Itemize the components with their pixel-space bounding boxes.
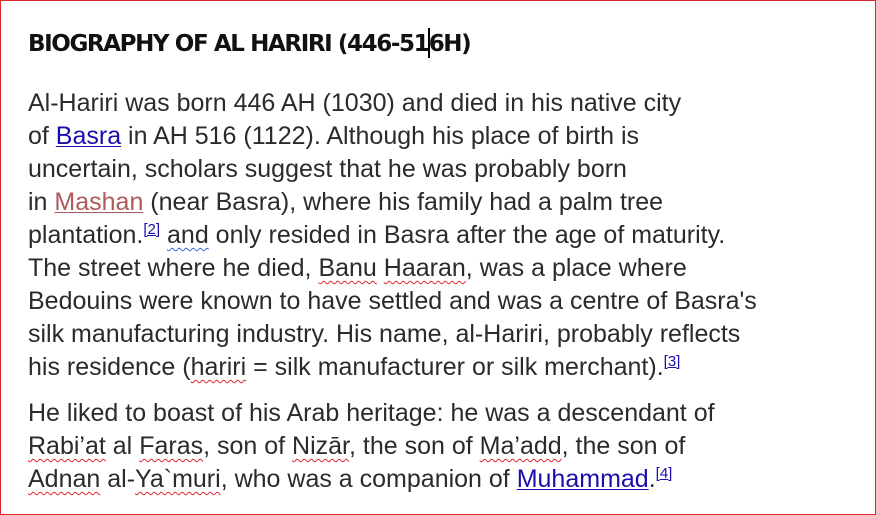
text-line [28,219,757,252]
spelling-flag-adnan[interactable]: Adnan [28,465,101,493]
grammar-flag-and[interactable]: and [167,221,209,249]
title-text-end: 6H) [428,31,471,57]
text-line [28,397,715,430]
spelling-flag-hariri[interactable]: hariri [190,353,247,381]
spelling-flag-haaran[interactable]: Haaran [383,254,466,282]
footnote-ref-3[interactable]: [3] [663,353,681,370]
link-mashan[interactable]: Mashan [54,188,144,216]
text-run: , who was a companion of [220,465,517,493]
link-basra[interactable]: Basra [55,122,122,150]
text-run: . [648,465,656,493]
text-line [28,186,757,219]
spelling-flag-rabiat[interactable]: Rabi’at [28,432,106,460]
footnote-ref-4[interactable]: [4] [655,465,673,482]
text-line [28,318,757,351]
text-run: uncertain, scholars suggest that he was probably born [28,155,627,183]
text-run: , son of [203,432,293,460]
text-run: The street where he died, [28,254,319,282]
text-run [377,254,384,282]
paragraph-heritage[interactable] [28,397,715,496]
footnote-ref-2[interactable]: [2] [143,221,161,238]
text-line [28,120,757,153]
text-run: only resided in Basra after the age of maturity. [208,221,726,249]
text-run: = silk manufacturer or silk merchant). [246,353,664,381]
text-run: silk manufacturing industry. His name, al-Hariri, probably reflects [28,320,741,348]
text-run: in AH 516 (1122). Although his place of birth is [121,122,640,150]
spelling-flag-yamuri[interactable]: Ya`muri [135,465,221,493]
text-run: (near Basra), where his family had a palm tree [143,188,664,216]
text-run: in [28,188,55,216]
page-title[interactable] [28,28,470,60]
text-line [28,430,715,463]
paragraph-birth[interactable] [28,87,757,384]
text-line [28,285,757,318]
text-run: Bedouins were known to have settled and was a centre of Basra's [28,287,757,315]
text-run: of [28,122,56,150]
title-text-start: BIOGRAPHY OF AL HARIRI (446-51 [28,31,429,57]
spelling-flag-maadd[interactable]: Ma’add [479,432,562,460]
text-run: plantation. [28,221,144,249]
text-run: , the son of [561,432,686,460]
spelling-flag-banu[interactable]: Banu [318,254,377,282]
spelling-flag-nizar[interactable]: Nizār [292,432,350,460]
text-run: Al-Hariri was born 446 AH (1030) and died in his native city [28,89,682,117]
link-muhammad[interactable]: Muhammad [516,465,649,493]
text-line [28,252,757,285]
text-run: al [105,432,140,460]
text-run: his residence ( [28,353,191,381]
text-line [28,463,715,496]
text-line [28,153,757,186]
spelling-flag-faras[interactable]: Faras [139,432,204,460]
text-line [28,351,757,384]
text-run: al- [100,465,136,493]
text-run: , was a place where [465,254,687,282]
text-run: , the son of [349,432,480,460]
text-run [160,221,167,249]
text-run: He liked to boast of his Arab heritage: he was a descendant of [28,399,715,427]
text-line [28,87,757,120]
